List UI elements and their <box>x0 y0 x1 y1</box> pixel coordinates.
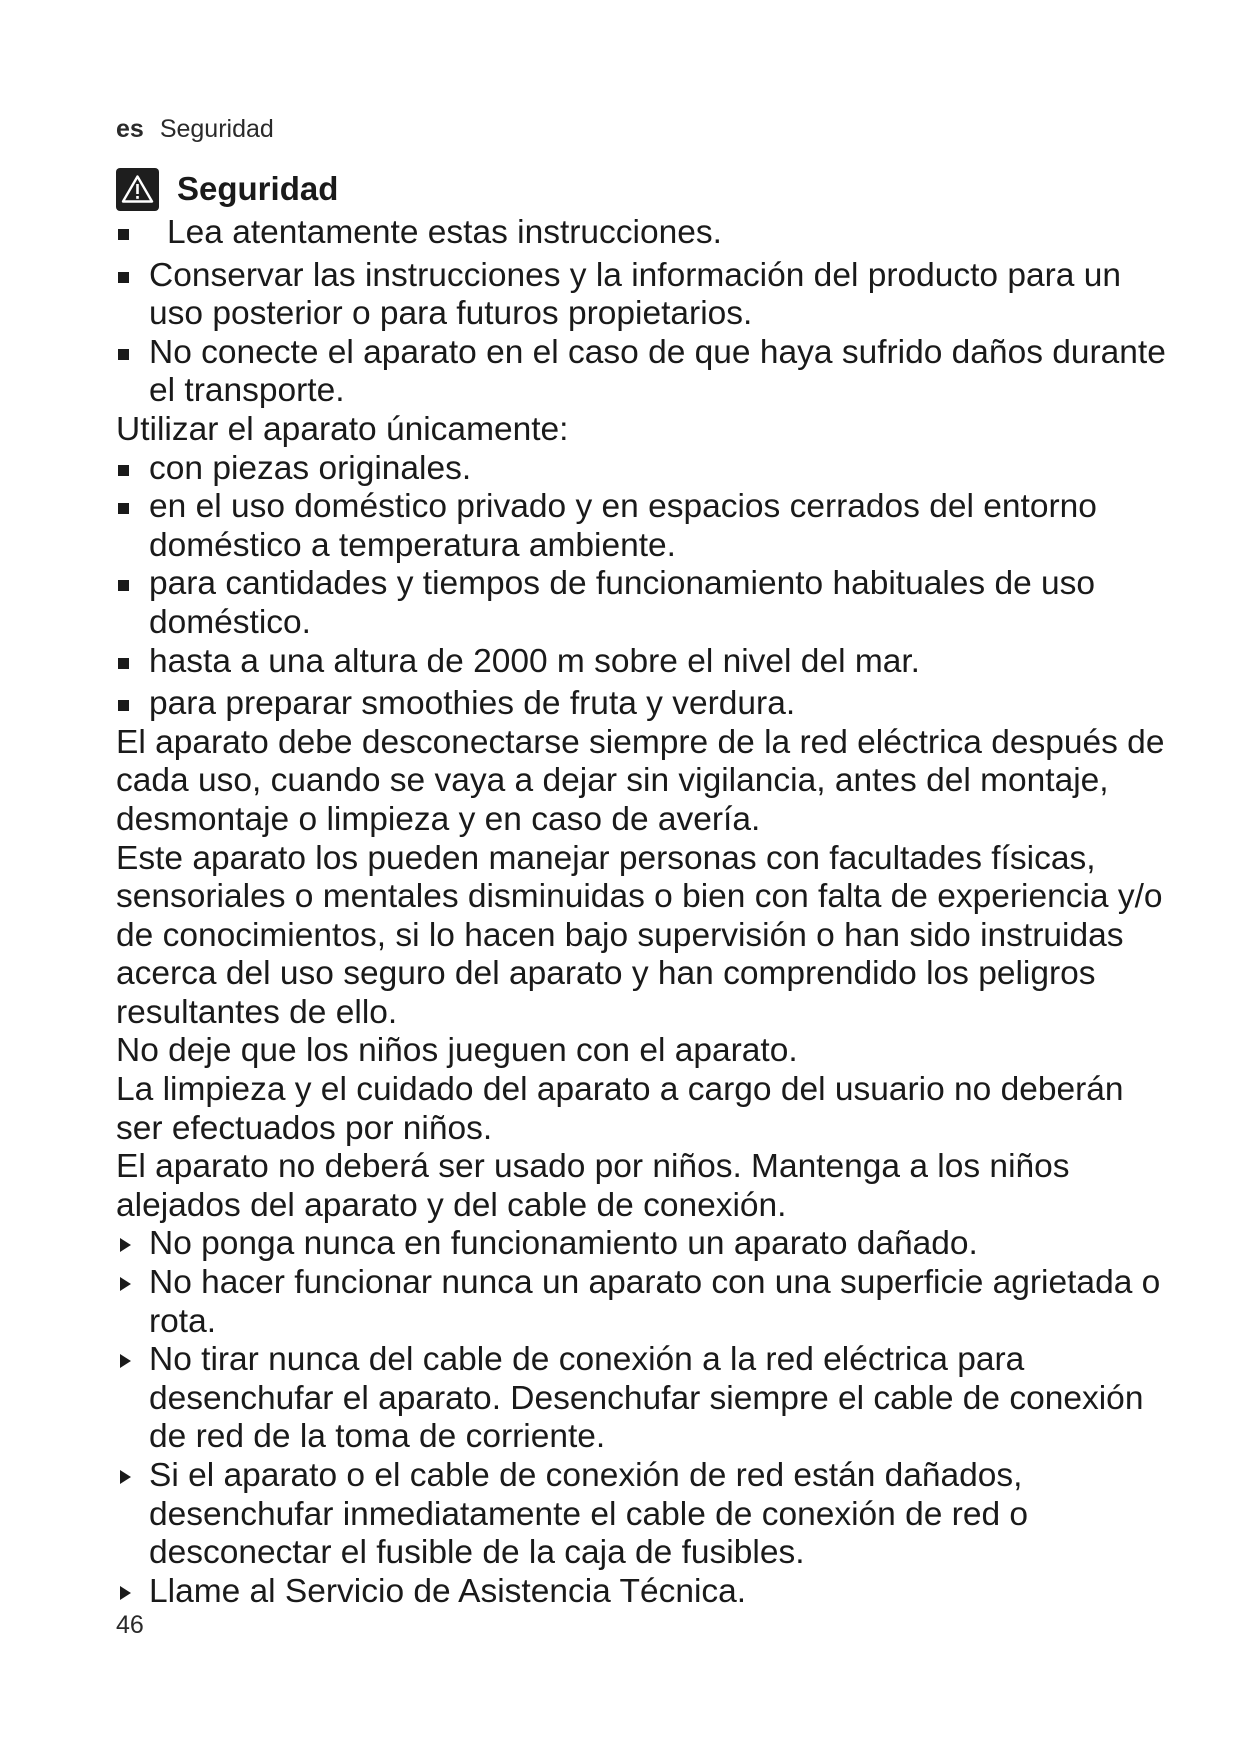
triangle-bullet-icon <box>120 1586 131 1600</box>
paragraph: El aparato no deberá ser usado por niños. Mantenga a los niños alejados del aparato y del cable de conexión. <box>116 1148 1070 1224</box>
list-item <box>116 488 1176 565</box>
list-item <box>116 450 1176 489</box>
list-item-text: para cantidades y tiempos de funcionamiento habituales de uso doméstico. <box>149 565 1096 641</box>
triangle-bullet-icon <box>120 1470 131 1484</box>
square-bullet-icon <box>118 658 129 669</box>
list-item <box>116 643 1176 682</box>
triangle-bullet-icon <box>120 1277 131 1291</box>
paragraph: No deje que los niños jueguen con el aparato. <box>116 1032 798 1070</box>
square-bullet-icon <box>118 229 129 240</box>
list-item-text: para preparar smoothies de fruta y verdura. <box>149 685 796 723</box>
list-item-text: en el uso doméstico privado y en espacios cerrados del entorno doméstico a temperatura ambiente. <box>149 488 1097 564</box>
square-bullet-icon <box>118 503 129 514</box>
page-number: 46 <box>116 1611 144 1639</box>
section-heading <box>116 166 1176 212</box>
list-item-text: con piezas originales. <box>149 449 472 487</box>
square-bullet-icon <box>118 465 129 476</box>
list-item <box>116 685 1176 724</box>
paragraph: La limpieza y el cuidado del aparato a cargo del usuario no deberán ser efectuados por niños. <box>116 1071 1124 1147</box>
square-bullet-icon <box>118 700 129 711</box>
instruction-step <box>116 1341 1176 1457</box>
section-title: Seguridad <box>177 169 339 207</box>
page-content <box>116 166 1176 1611</box>
square-bullet-icon <box>118 580 129 591</box>
list-item <box>116 214 1176 253</box>
instruction-step-text: No tirar nunca del cable de conexión a la red eléctrica para desenchufar el aparato. Desenchufar siempre el cable de conexión de red de la toma de corriente. <box>149 1341 1144 1456</box>
square-bullet-icon <box>118 272 129 283</box>
instruction-step-text: Si el aparato o el cable de conexión de red están dañados, desenchufar inmediatamente el cable de conexión de red o desconectar el fusible de la caja de fusibles. <box>149 1457 1029 1572</box>
list-item <box>116 257 1176 334</box>
square-bullet-icon <box>118 349 129 360</box>
language-code: es <box>116 115 144 143</box>
instruction-step <box>116 1573 1176 1612</box>
list-item-text: hasta a una altura de 2000 m sobre el nivel del mar. <box>149 642 920 680</box>
running-header <box>116 114 274 144</box>
instruction-step <box>116 1264 1176 1341</box>
instruction-step-text: Llame al Servicio de Asistencia Técnica. <box>149 1572 747 1610</box>
list-item <box>116 334 1176 411</box>
instruction-step-text: No hacer funcionar nunca un aparato con una superficie agrietada o rota. <box>149 1264 1161 1340</box>
triangle-bullet-icon <box>120 1238 131 1252</box>
usage-intro: Utilizar el aparato únicamente: <box>116 410 569 448</box>
instruction-step <box>116 1457 1176 1573</box>
triangle-bullet-icon <box>120 1354 131 1368</box>
list-item <box>116 565 1176 642</box>
warning-triangle-icon <box>116 168 159 211</box>
instruction-step <box>116 1225 1176 1264</box>
running-header-section: Seguridad <box>159 115 274 143</box>
instruction-step-text: No ponga nunca en funcionamiento un aparato dañado. <box>149 1225 978 1263</box>
paragraph: Este aparato los pueden manejar personas con facultades físicas, sensoriales o mentales disminuidas o bien con falta de experiencia y/o de conocimientos, si lo hacen bajo supervisión o han sido instruidas acerca del uso seguro del aparato y han comprendido los peligros resultantes de ello. <box>116 839 1163 1031</box>
list-item-text: Lea atentamente estas instrucciones. <box>167 214 722 251</box>
list-item-text: Conservar las instrucciones y la información del producto para un uso posterior o para futuros propietarios. <box>149 256 1121 333</box>
paragraph: El aparato debe desconectarse siempre de la red eléctrica después de cada uso, cuando se vaya a dejar sin vigilancia, antes del montaje, desmontaje o limpieza y en caso de avería. <box>116 723 1165 838</box>
list-item-text: No conecte el aparato en el caso de que haya sufrido daños durante el transporte. <box>149 333 1166 410</box>
